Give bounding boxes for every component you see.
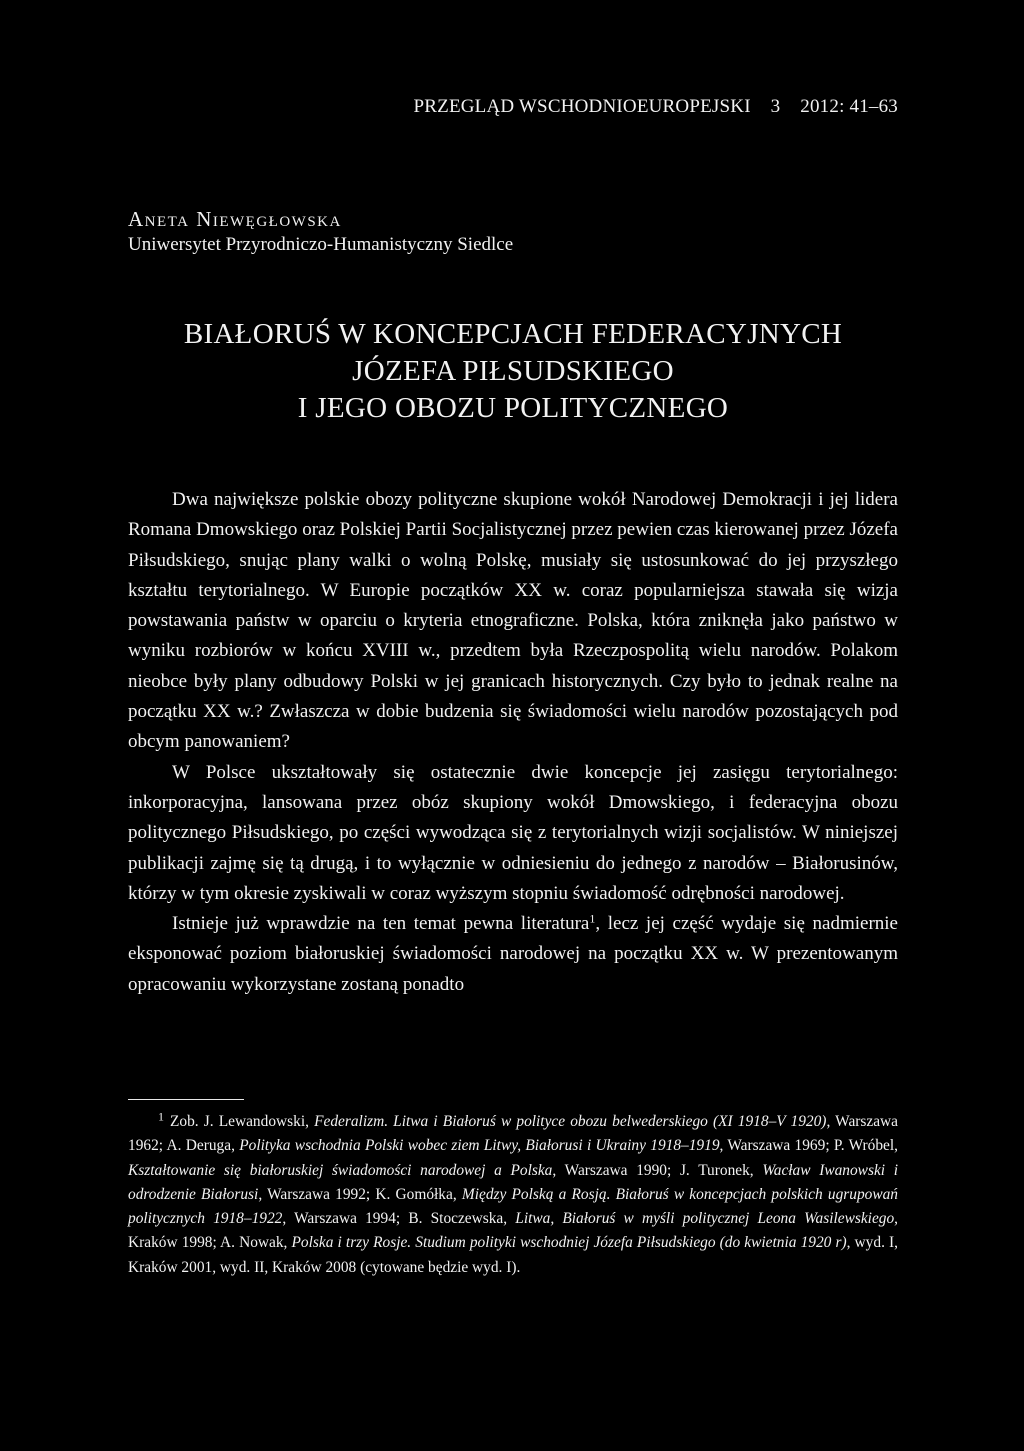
footnote-text-4: , Warszawa 1990; J. Turonek, [552, 1161, 763, 1179]
author-affiliation: Uniwersytet Przyrodniczo-Humanistyczny Siedlce [128, 234, 514, 255]
footnote-text-6: , Warszawa 1994; B. Stoczewska, [282, 1210, 516, 1228]
footnote-text-8: , wyd. I, Kraków 2001, wyd. II, Kraków 2008 (cytowane będzie wyd. I). [128, 1234, 898, 1276]
body-paragraph-2: W Polsce ukształtowały się ostatecznie dwie koncepcje jej zasięgu terytorialnego: inkorporacyjna, lansowana przez obóz skupiony wokół Dmowskiego, i federacyjna obozu politycznego Piłsudskiego, po części wywodząca się z terytorialnych wizji socjalistów. W niniejszej publikacji zajmę się tą drugą, i to wyłącznie w odniesieniu do jednego z narodów – Białorusinów, którzy w tym okresie zyskiwali w coraz wyższym stopniu świadomość odrębności narodowej. [128, 761, 898, 904]
author-block [128, 206, 513, 258]
journal-name: PRZEGLĄD WSCHODNIOEUROPEJSKI [413, 96, 751, 117]
footnote-text-7: , Kraków 1998; A. Nowak, [128, 1210, 899, 1252]
title-line-3: I JEGO OBOZU POLITYCZNEGO [297, 392, 729, 424]
author-name: Aneta Niewęgłowska [128, 207, 342, 231]
footnote-work-title-7: Polska i trzy Rosje. Studium polityki wschodniej Józefa Piłsudskiego (do kwietnia 1920 r) [291, 1234, 847, 1252]
footnote-number-text: 1 [158, 1109, 164, 1124]
footnote-text-1: Zob. J. Lewandowski, [170, 1113, 315, 1130]
body-paragraph-1: Dwa największe polskie obozy polityczne skupione wokół Narodowej Demokracji i jej lidera Romana Dmowskiego oraz Polskiej Partii Socjalistycznej przez pewien czas kierowanej przez Józefa Piłsudskiego, snując plany walki o wolną Polskę, musiały się ustosunkować do jej przyszłego kształtu terytorialnego. W Europie początków XX w. coraz popularniejsza stawała się wizja powstawania państw w oparciu o kryteria etnograficzne. Polska, która zniknęła jako państwo w wyniku rozbiorów w końcu XVIII w., przedtem była Rzeczpospolitą wielu narodów. Polakom nieobce były plany odbudowy Polski w jej granicach historycznych. Czy było to jednak realne na początku XX w.? Zwłaszcza w dobie budzenia się świadomości wielu narodów pozostających pod obcym panowaniem? [128, 489, 898, 753]
body-paragraph-3 [128, 909, 898, 1000]
article-title [128, 316, 898, 427]
title-line-2: JÓZEFA PIŁSUDSKIEGO [352, 355, 674, 387]
footnote-text-5: , Warszawa 1992; K. Gomółka, [258, 1185, 462, 1203]
footnote-reference[interactable]: 1 [589, 911, 596, 926]
footnote-number [128, 1110, 170, 1134]
journal-volume: 3 [770, 96, 781, 117]
running-head [376, 96, 898, 118]
footnote-divider [128, 1099, 244, 1100]
footnote-work-title-6: Litwa, Białoruś w myśli politycznej Leona Wasilewskiego [515, 1210, 895, 1228]
footnote-work-title-4: Wacław Iwanowski i odrodzenie Białorusi [128, 1161, 899, 1203]
article-body [128, 485, 898, 1000]
paragraph-3-text-start: Istnieje już wprawdzie na ten temat pewna literatura [172, 913, 590, 935]
title-line-1: BIAŁORUŚ W KONCEPCJACH FEDERACYJNYCH [183, 318, 843, 350]
footnote-work-title-3: Kształtowanie się białoruskiej świadomości narodowej a Polska [128, 1161, 553, 1179]
footnote-work-title-2: Polityka wschodnia Polski wobec ziem Litwy, Białorusi i Ukrainy 1918–1919 [239, 1137, 720, 1155]
footnote-work-title-1: Federalizm. Litwa i Białoruś w polityce obozu belwederskiego (XI 1918–V 1920) [314, 1113, 827, 1130]
footnote-text-3: , Warszawa 1969; P. Wróbel, [719, 1137, 898, 1155]
footnote-text-2: , Warszawa 1962; A. Deruga, [128, 1113, 898, 1155]
footnote-1 [128, 1110, 898, 1280]
paragraph-3-text-end: , lecz jej część wydaje się nadmiernie eksponować poziom białoruskiej świadomości narodowej na początku XX w. W prezentowanym opracowaniu wykorzystane zostaną ponadto [128, 913, 898, 995]
footnote-work-title-5: Między Polską a Rosją. Białoruś w koncepcjach polskich ugrupowań politycznych 1918–1922 [128, 1185, 899, 1228]
journal-year-pages: 2012: 41–63 [800, 96, 898, 117]
